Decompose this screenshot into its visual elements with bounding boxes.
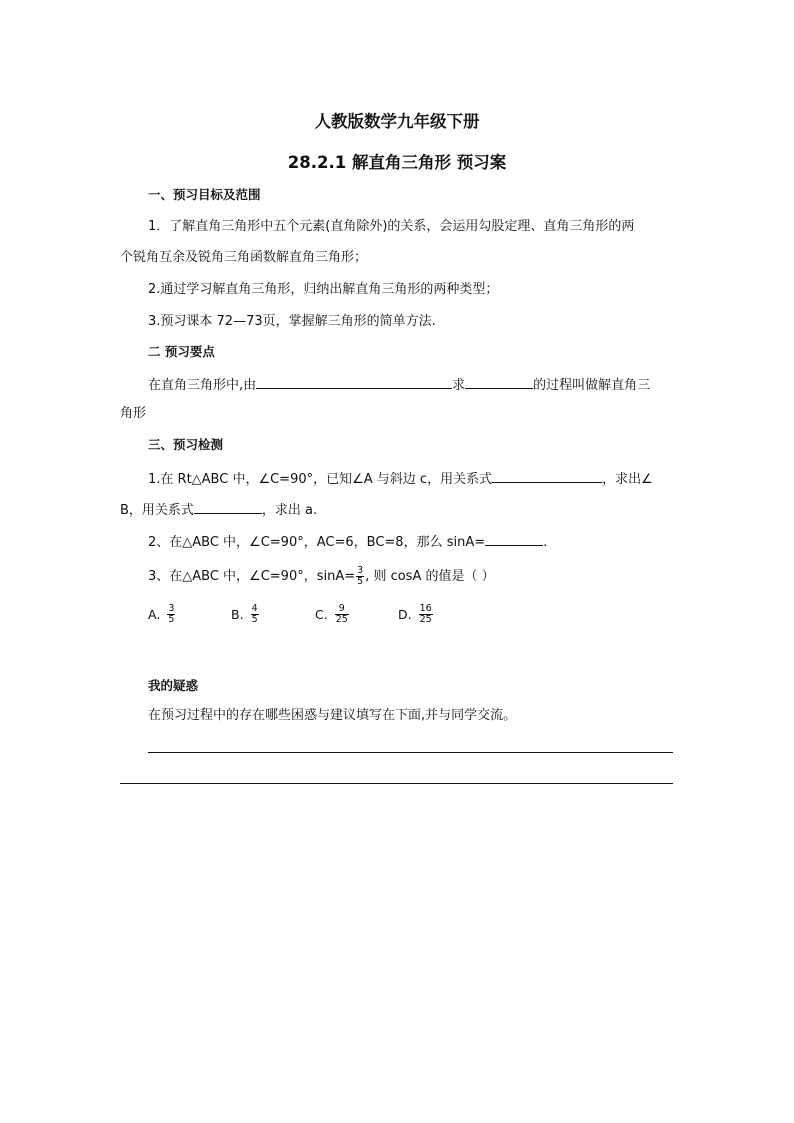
question2-text-b: . — [543, 535, 548, 550]
option-c[interactable] — [315, 604, 350, 625]
section2-text-a: 在直角三角形中,由 — [148, 378, 257, 393]
answer-blank-q2[interactable] — [485, 531, 543, 546]
fraction-denominator: 5 — [168, 614, 175, 625]
fraction-numerator: 16 — [419, 603, 432, 614]
section2-line1 — [148, 374, 650, 395]
question1-text-c: B，用关系式 — [120, 503, 194, 518]
section2-heading: 二 预习要点 — [148, 344, 215, 359]
section1-item1-line1: 1．了解直角三角形中五个元素(直角除外)的关系，会运用勾股定理、直角三角形的两 — [148, 219, 635, 234]
question3-text-b: , 则 cosA 的值是（ ） — [365, 568, 495, 584]
question3-text-a: 3、在△ABC 中，∠C=90°，sinA= — [148, 568, 356, 584]
fraction-numerator: 3 — [168, 603, 175, 614]
section1-item3: 3.预习课本 72—73页，掌握解三角形的简单方法. — [148, 314, 436, 329]
fraction-denominator: 25 — [419, 614, 432, 625]
option-label: C. — [315, 607, 328, 622]
option-d[interactable] — [398, 604, 434, 625]
section3-heading: 三、预习检测 — [148, 437, 224, 452]
document-title: 人教版数学九年级下册 — [314, 112, 480, 131]
fraction-denominator: 5 — [357, 576, 364, 587]
section1-item2: 2.通过学习解直角三角形，归纳出解直角三角形的两种类型； — [148, 282, 499, 297]
section2-line2: 角形 — [120, 406, 147, 421]
fraction-denominator: 25 — [335, 614, 348, 625]
section2-text-b: 求 — [452, 378, 466, 393]
fraction-numerator: 4 — [251, 603, 258, 614]
question1-text-b: ，求出∠ — [602, 472, 653, 487]
question2 — [148, 531, 547, 552]
fraction-numerator: 3 — [357, 565, 364, 576]
answer-blank-q1-relation1[interactable] — [492, 468, 602, 483]
doubts-heading: 我的疑惑 — [148, 678, 199, 693]
option-fraction — [167, 604, 175, 625]
question3-fraction — [356, 566, 364, 587]
section2-text-c: 的过程叫做解直角三 — [533, 378, 651, 393]
fraction-denominator: 5 — [251, 614, 258, 625]
question1-text-a: 1.在 Rt△ABC 中，∠C=90°，已知∠A 与斜边 c，用关系式 — [148, 472, 493, 487]
question1-line1 — [148, 468, 653, 489]
option-fraction — [419, 604, 433, 625]
option-label: B. — [231, 607, 244, 622]
fraction-numerator: 9 — [338, 603, 345, 614]
option-fraction — [251, 604, 259, 625]
option-label: A. — [148, 607, 161, 622]
answer-blank-find[interactable] — [465, 374, 533, 389]
answer-blank-given[interactable] — [256, 374, 452, 389]
writing-line-2[interactable] — [120, 783, 673, 784]
answer-blank-q1-relation2[interactable] — [194, 499, 262, 514]
question2-text-a: 2、在△ABC 中，∠C=90°，AC=6，BC=8，那么 sinA= — [148, 535, 486, 550]
document-subtitle: 28.2.1 解直角三角形 预习案 — [287, 153, 507, 172]
option-a[interactable] — [148, 604, 176, 625]
question1-text-d: ，求出 a. — [261, 503, 318, 518]
option-b[interactable] — [231, 604, 260, 625]
option-fraction — [335, 604, 349, 625]
doubts-instruction: 在预习过程中的存在哪些困惑与建议填写在下面,并与同学交流。 — [148, 708, 517, 723]
question1-line2 — [120, 499, 317, 520]
section1-item1-line2: 个锐角互余及锐角三角函数解直角三角形； — [120, 250, 368, 265]
question3 — [148, 566, 495, 587]
option-label: D. — [398, 607, 412, 622]
writing-line-1[interactable] — [148, 752, 673, 753]
section1-heading: 一、预习目标及范围 — [148, 187, 261, 202]
